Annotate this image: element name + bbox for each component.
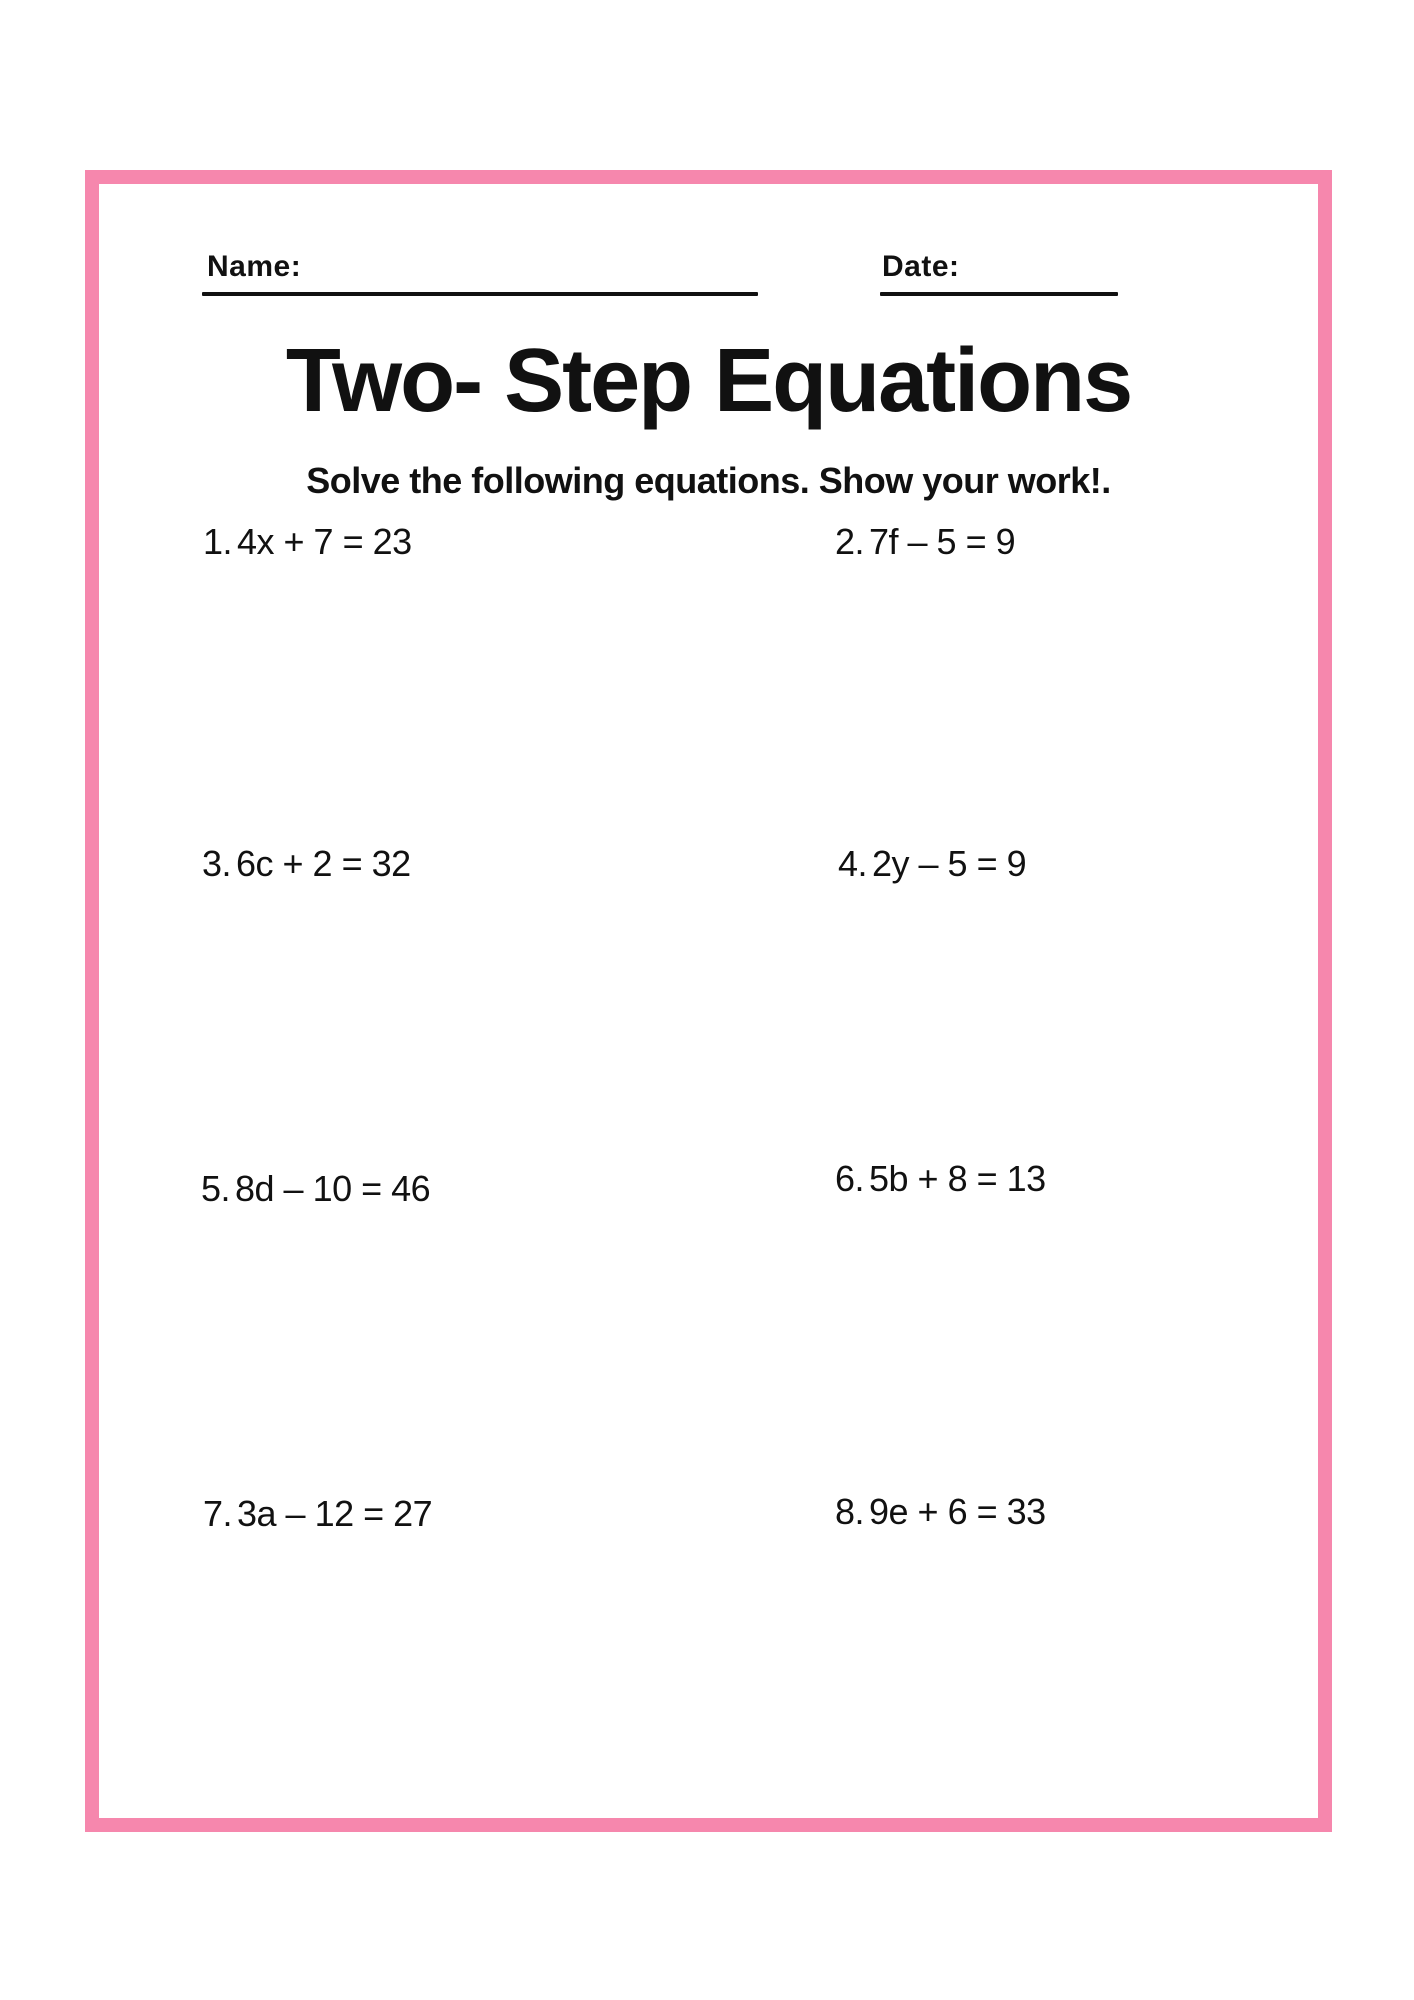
problem-equation: 7f – 5 = 9 [869, 521, 1016, 562]
problem-number: 7. [203, 1493, 233, 1534]
date-input-line[interactable] [880, 292, 1118, 296]
worksheet-subtitle: Solve the following equations. Show your work!. [306, 460, 1111, 501]
problem-item [203, 1493, 432, 1535]
problem-item [202, 843, 411, 885]
problem-item [201, 1168, 430, 1210]
problem-item [835, 1491, 1046, 1533]
name-label: Name: [207, 250, 302, 283]
problem-equation: 8d – 10 = 46 [235, 1168, 431, 1209]
problem-number: 6. [835, 1158, 865, 1199]
problem-equation: 9e + 6 = 33 [869, 1491, 1046, 1532]
problem-item [203, 521, 412, 563]
problem-equation: 2y – 5 = 9 [872, 843, 1027, 884]
problem-number: 3. [202, 843, 232, 884]
problem-equation: 6c + 2 = 32 [236, 843, 411, 884]
date-label: Date: [882, 250, 960, 283]
problem-item [835, 521, 1015, 563]
problem-item [838, 843, 1026, 885]
problem-item [835, 1158, 1046, 1200]
problem-number: 2. [835, 521, 865, 562]
worksheet-title: Two- Step Equations [285, 331, 1132, 431]
problem-equation: 5b + 8 = 13 [869, 1158, 1046, 1199]
problem-number: 4. [838, 843, 868, 884]
problem-number: 1. [203, 521, 233, 562]
problem-number: 5. [201, 1168, 231, 1209]
problem-equation: 3a – 12 = 27 [237, 1493, 433, 1534]
problem-number: 8. [835, 1491, 865, 1532]
problem-equation: 4x + 7 = 23 [237, 521, 412, 562]
name-input-line[interactable] [202, 292, 758, 296]
